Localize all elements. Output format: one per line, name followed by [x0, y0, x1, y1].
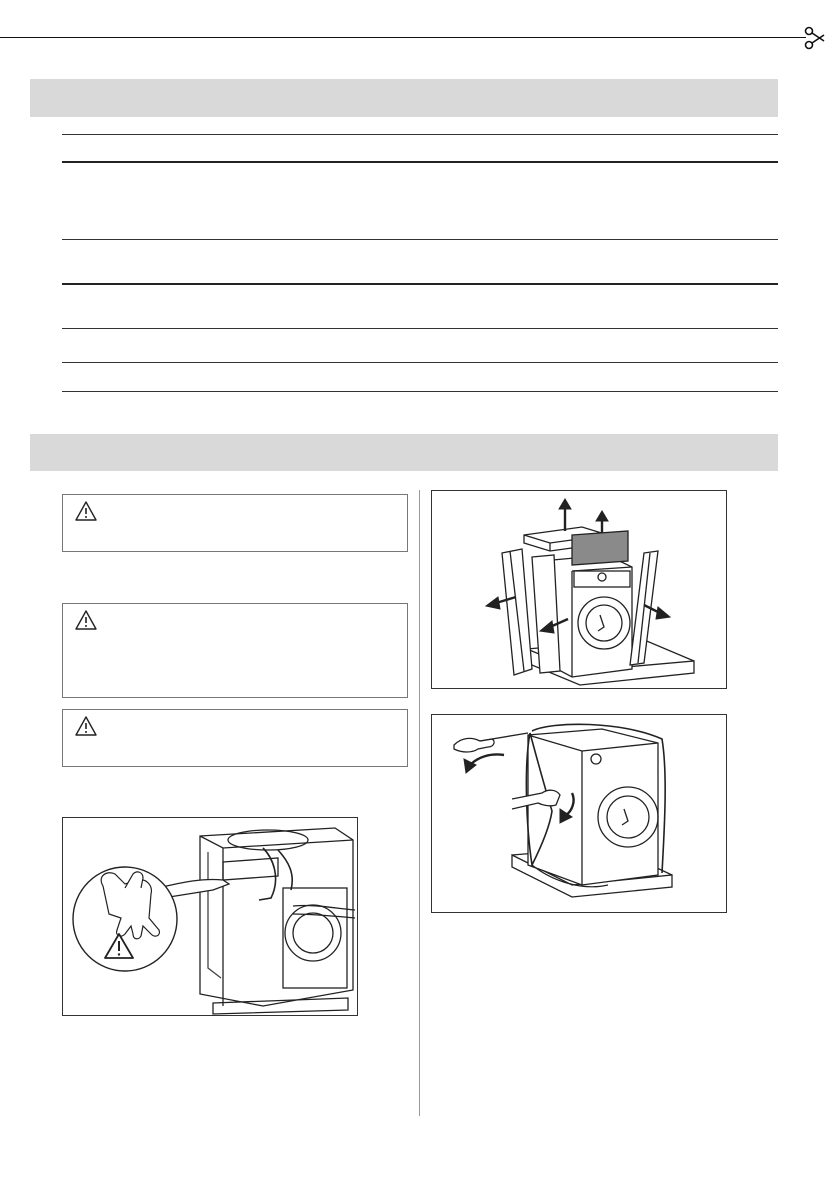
arrow-up-icon	[596, 511, 608, 533]
curved-arrow-icon	[464, 754, 504, 773]
table-rule	[62, 362, 778, 363]
cut-line	[0, 37, 806, 38]
wear-gloves-illustration	[62, 817, 358, 1016]
hand-icon	[454, 733, 528, 752]
table-rule	[62, 328, 778, 329]
warning-triangle-icon	[75, 501, 97, 521]
warning-box	[62, 494, 408, 552]
remove-plastic-bag-illustration	[431, 714, 727, 913]
column-divider	[419, 490, 420, 1116]
table-rule	[62, 239, 778, 240]
warning-box	[62, 709, 408, 767]
table-rule	[62, 391, 778, 392]
warning-box	[62, 603, 408, 698]
table-rule	[62, 134, 778, 135]
arrow-up-icon	[559, 499, 571, 531]
table-rule	[62, 161, 778, 163]
warning-triangle-icon	[75, 610, 97, 630]
warning-triangle-icon	[75, 716, 97, 736]
scissors-icon	[803, 26, 825, 50]
table-rule	[62, 283, 778, 285]
section-header-bar	[30, 434, 778, 471]
remove-packaging-illustration	[431, 490, 727, 689]
section-header-bar	[30, 79, 778, 117]
